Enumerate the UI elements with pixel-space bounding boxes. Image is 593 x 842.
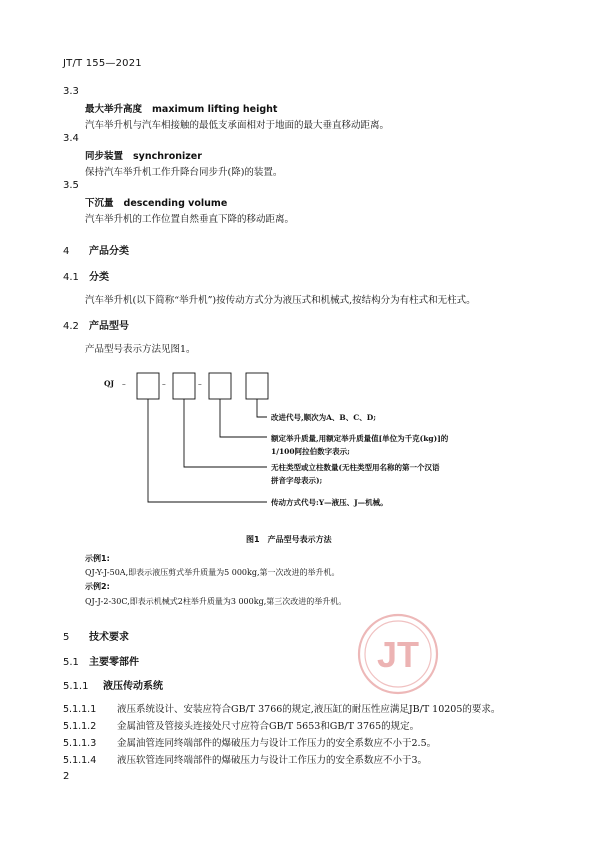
- section-5-1-heading: [63, 653, 139, 668]
- section-number: 4.2: [63, 321, 79, 332]
- clause-text: 金属油管及管接头连接处尺寸应符合GB/T 5653和GB/T 3765的规定。: [117, 721, 420, 732]
- example-1-text: QJ-Y-J-50A,即表示液压剪式举升质量为5 000kg,第一次改进的举升机。: [85, 568, 340, 577]
- separator-dash: –: [122, 379, 126, 388]
- term-number: 3.4: [63, 133, 79, 144]
- section-4-2-text: 产品型号表示方法见图1。: [85, 344, 196, 355]
- leader-revision-code: [257, 399, 267, 417]
- label-column-type-line2: 拼音字母表示);: [271, 476, 323, 485]
- term-en: synchronizer: [133, 151, 202, 162]
- clause-5-1-1-1: [63, 701, 500, 715]
- term-number: 3.3: [63, 86, 79, 97]
- standard-code-header: JT/T 155—2021: [63, 58, 142, 69]
- label-rated-mass-line1: 额定举升质量,用额定举升质量值[单位为千克(kg)]的: [271, 434, 449, 443]
- clause-number: 5.1.1.2: [63, 721, 97, 732]
- watermark-text: JT: [376, 634, 419, 675]
- clause-text: 液压软管连同终端部件的爆破压力与设计工作压力的安全系数应不小于3。: [117, 755, 428, 766]
- clause-text: 金属油管连同终端部件的爆破压力与设计工作压力的安全系数应不小于2.5。: [117, 738, 437, 749]
- section-title: 产品型号: [89, 321, 129, 332]
- separator-dash: –: [162, 379, 166, 388]
- clause-number: 5.1.1.3: [63, 738, 97, 749]
- section-title: 技术要求: [89, 632, 129, 643]
- section-4-1-text: 汽车举升机(以下简称“举升机”)按传动方式分为液压式和机械式,按结构分为有柱式和无柱式。: [85, 295, 476, 306]
- leader-column-type: [184, 399, 267, 467]
- clause-text: 液压系统设计、安装应符合GB/T 3766的规定,液压缸的耐压性应满足JB/T 10205的要求。: [117, 704, 501, 715]
- box-drive-type: [137, 373, 159, 399]
- clause-5-1-1-4: [63, 752, 427, 766]
- term-definition: 汽车举升机与汽车相接触的最低支承面相对于地面的最大垂直移动距离。: [85, 120, 390, 131]
- section-number: 5.1.1: [63, 681, 89, 692]
- label-drive-type: 传动方式代号:Y—液压、J—机械。: [271, 498, 388, 507]
- example-2-text: QJ-J-2-30C,即表示机械式2柱举升质量为3 000kg,第三次改进的举升机。: [85, 597, 347, 606]
- box-rated-mass: [209, 373, 231, 399]
- section-number: 4: [63, 246, 70, 257]
- box-column-type: [173, 373, 195, 399]
- term-number: 3.5: [63, 180, 79, 191]
- example-2-title: 示例2:: [85, 582, 110, 591]
- leader-rated-mass: [220, 399, 267, 437]
- term-cn: 同步装置: [85, 151, 124, 162]
- section-number: 5.1: [63, 657, 79, 668]
- label-revision-code: 改进代号,顺次为A、B、C、D;: [271, 413, 377, 422]
- term-cn: 最大举升高度: [85, 104, 143, 115]
- term-definition: 保持汽车举升机工作升降台同步升(降)的装置。: [85, 167, 283, 178]
- term-cn: 下沉量: [85, 198, 114, 209]
- example-1-title: 示例1:: [85, 554, 110, 563]
- section-title: 产品分类: [89, 246, 129, 257]
- section-5-1-1-heading: [63, 677, 163, 692]
- section-title: 分类: [89, 272, 109, 283]
- figure-caption: 图1 产品型号表示方法: [246, 535, 332, 544]
- clause-5-1-1-3: [63, 735, 436, 749]
- page-number: 2: [63, 771, 70, 782]
- section-5-heading: [63, 628, 129, 643]
- clause-5-1-1-2: [63, 718, 419, 732]
- term-en: descending volume: [123, 198, 228, 209]
- section-title: 主要零部件: [89, 657, 139, 668]
- model-prefix: QJ: [104, 379, 115, 388]
- term-definition: 汽车举升机的工作位置自然垂直下降的移动距离。: [85, 214, 295, 225]
- term-en: maximum lifting height: [152, 104, 278, 115]
- jt-watermark-seal: [356, 612, 440, 696]
- section-number: 5: [63, 632, 70, 643]
- label-column-type-line1: 无柱类型或立柱数量(无柱类型用名称的第一个汉语: [271, 463, 440, 472]
- box-revision-code: [246, 373, 268, 399]
- label-rated-mass-line2: 1/100阿拉伯数字表示;: [271, 447, 350, 456]
- clause-number: 5.1.1.4: [63, 755, 97, 766]
- clause-number: 5.1.1.1: [63, 704, 97, 715]
- leader-drive-type: [148, 399, 267, 502]
- section-number: 4.1: [63, 272, 79, 283]
- section-title: 液压传动系统: [103, 681, 163, 692]
- separator-dash: –: [198, 379, 202, 388]
